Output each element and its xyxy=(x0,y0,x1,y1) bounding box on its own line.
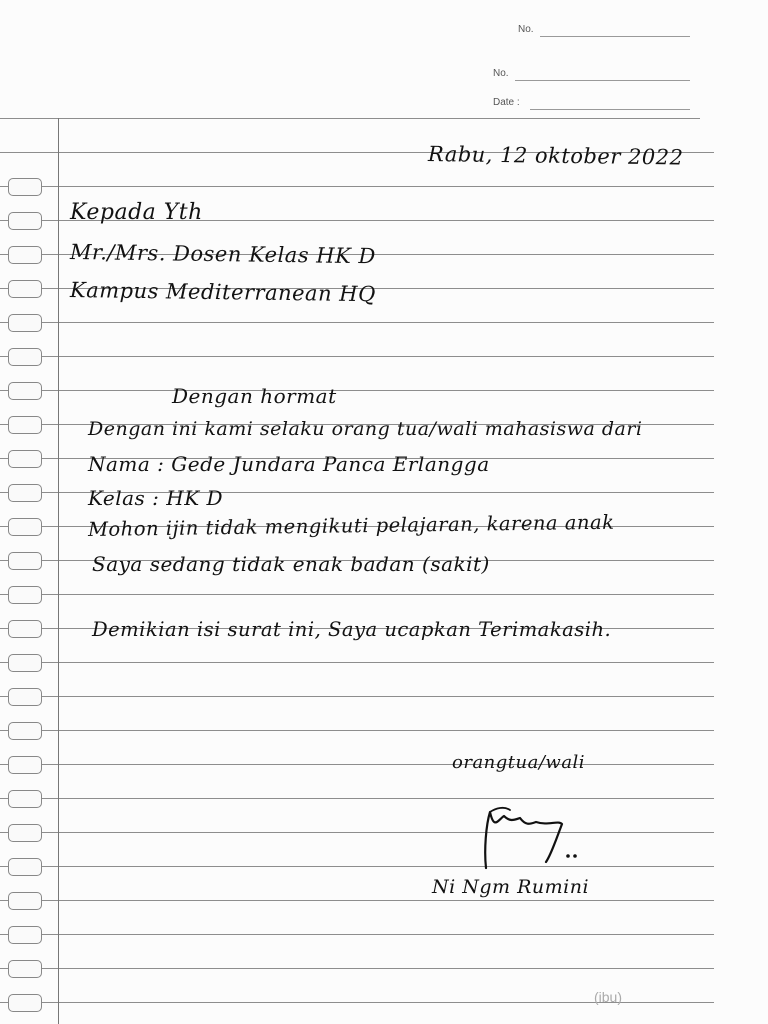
binding-hole xyxy=(8,178,42,196)
margin-line xyxy=(58,118,59,1024)
footer-mark: (ibu) xyxy=(594,989,623,1005)
binding-hole xyxy=(8,994,42,1012)
ruled-line xyxy=(0,662,714,663)
binding-hole xyxy=(8,382,42,400)
ruled-line xyxy=(0,934,714,935)
header-number-label: No. xyxy=(493,68,509,79)
ruled-line xyxy=(0,798,714,799)
ruled-line xyxy=(0,764,714,765)
binding-hole xyxy=(8,756,42,774)
binding-hole xyxy=(8,722,42,740)
signature xyxy=(470,800,590,880)
letter-date: Rabu, 12 oktober 2022 xyxy=(427,142,684,170)
header-number-line-top xyxy=(540,36,690,37)
header-date-line xyxy=(530,109,690,110)
ruled-line xyxy=(0,322,714,323)
binding-hole xyxy=(8,450,42,468)
binding-hole xyxy=(8,348,42,366)
binding-hole xyxy=(8,790,42,808)
binding-hole xyxy=(8,280,42,298)
body-class-line: Kelas : HK D xyxy=(88,486,224,510)
header-number-label-top: No. xyxy=(518,24,534,35)
body-reason-line: Saya sedang tidak enak badan (sakit) xyxy=(92,552,490,576)
signer-role: orangtua/wali xyxy=(452,752,586,773)
binding-hole xyxy=(8,620,42,638)
binding-hole xyxy=(8,858,42,876)
recipient-line-3: Kampus Mediterranean HQ xyxy=(69,278,376,307)
binding-hole xyxy=(8,892,42,910)
binding-hole xyxy=(8,926,42,944)
binding-hole xyxy=(8,688,42,706)
ruled-line xyxy=(0,696,714,697)
body-line-1: Dengan ini kami selaku orang tua/wali mahasiswa dari xyxy=(88,418,643,440)
binding-hole xyxy=(8,314,42,332)
binding-hole xyxy=(8,212,42,230)
binding-hole xyxy=(8,960,42,978)
greeting: Dengan hormat xyxy=(172,384,337,408)
ruled-line xyxy=(0,832,714,833)
recipient-line-1: Kepada Yth xyxy=(70,200,203,225)
recipient-line-2: Mr./Mrs. Dosen Kelas HK D xyxy=(69,240,376,269)
binding-hole xyxy=(8,518,42,536)
binding-hole xyxy=(8,586,42,604)
ruled-line xyxy=(0,900,714,901)
body-name-line: Nama : Gede Jundara Panca Erlangga xyxy=(88,452,490,476)
header-date-label: Date : xyxy=(493,97,520,108)
ruled-line xyxy=(0,968,714,969)
ruled-line xyxy=(0,730,714,731)
binding-hole xyxy=(8,654,42,672)
ruled-line xyxy=(0,186,714,187)
closing-line: Demikian isi surat ini, Saya ucapkan Terimakasih. xyxy=(92,618,612,641)
ruled-line xyxy=(0,356,714,357)
body-request-line: Mohon ijin tidak mengikuti pelajaran, karena anak xyxy=(87,510,615,541)
binding-hole xyxy=(8,824,42,842)
binding-hole xyxy=(8,484,42,502)
ruled-line xyxy=(0,390,714,391)
header-number-line xyxy=(515,80,690,81)
signer-name: Ni Ngm Rumini xyxy=(432,876,590,898)
ruled-line xyxy=(0,594,714,595)
binding-hole xyxy=(8,552,42,570)
ruled-line xyxy=(0,866,714,867)
binding-hole xyxy=(8,246,42,264)
ruled-line xyxy=(0,118,700,119)
binding-hole xyxy=(8,416,42,434)
